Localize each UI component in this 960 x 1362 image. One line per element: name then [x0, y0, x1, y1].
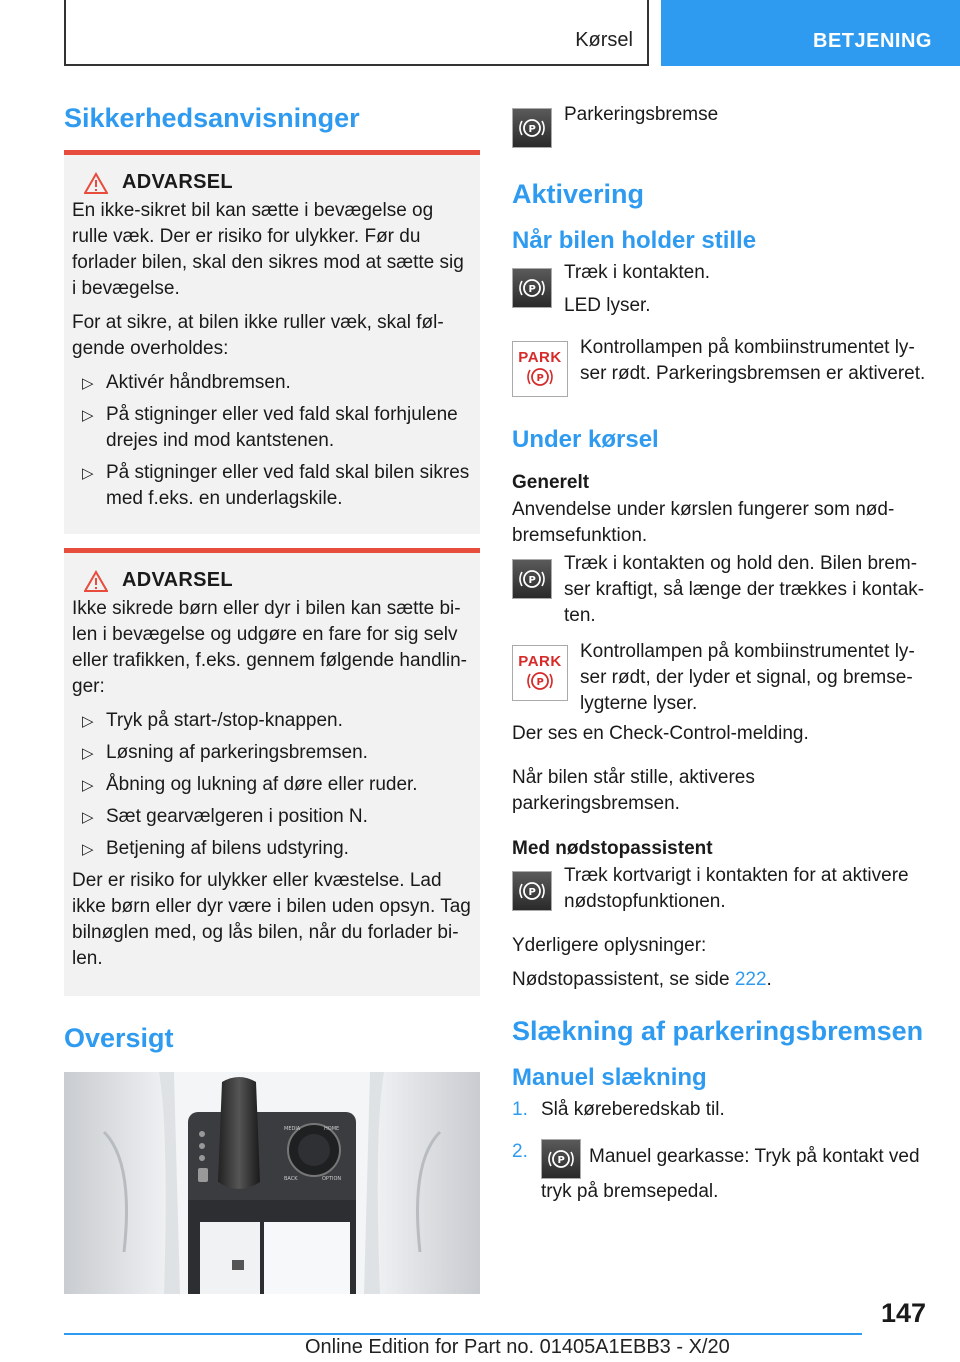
warning-label: ADVARSEL [122, 171, 233, 193]
parking-brake-switch-icon [512, 871, 552, 911]
center-console-image [64, 1072, 480, 1294]
parking-brake-caption: Parkeringsbremse [564, 104, 719, 125]
warning-label: ADVARSEL [122, 569, 233, 591]
svg-text:P: P [528, 575, 536, 586]
svg-text:P: P [528, 124, 536, 135]
pull-hold-instruction [512, 553, 928, 629]
svg-text:OPTION: OPTION [322, 1176, 342, 1182]
parking-brake-switch-icon [512, 108, 552, 148]
bullet-triangle-icon: ▷ [82, 809, 94, 826]
standstill-activates-text: Når bilen står stille, aktiveres parkeringsbremsen. [512, 767, 755, 814]
bullet-triangle-icon: ▷ [82, 841, 94, 858]
bullet-triangle-icon: ▷ [82, 713, 94, 730]
manual-release-title: Manuel slækning [512, 1064, 707, 1091]
list-item: ▷ På stigninger eller ved fald skal bilen sikres med f.eks. en underlagskile. [82, 462, 470, 509]
bullet-triangle-icon: ▷ [82, 407, 94, 424]
list-item: ▷ Tryk på start-/stop-knappen. [72, 708, 472, 734]
header-tab-label: BETJENING [813, 30, 932, 52]
check-control-text: Der ses en Check-Control-melding. [512, 723, 809, 744]
release-title: Slækning af parkeringsbremsen [512, 1016, 924, 1046]
right-column [512, 98, 928, 1215]
parking-brake-legend [512, 104, 928, 148]
parking-brake-switch-icon [541, 1139, 581, 1179]
list-item: ▷ Betjening af bilens udstyring. [72, 836, 472, 862]
svg-text:BACK: BACK [284, 1176, 298, 1182]
warning-header [72, 171, 472, 194]
warning-list [72, 370, 472, 512]
warning-text: En ikke-sikret bil kan sætte i bevægelse og rulle væk. Der er risiko for ulykker. Før du forlader bilen, skal den sikres mod at sætte sig i bevægelse. [72, 200, 464, 299]
bullet-triangle-icon: ▷ [82, 375, 94, 392]
emergency-instruction [512, 865, 928, 915]
bullet-triangle-icon: ▷ [82, 745, 94, 762]
list-item: ▷ Løsning af parkeringsbremsen. [72, 740, 472, 766]
parking-brake-switch-icon [512, 268, 552, 308]
park-indicator-row [512, 337, 928, 397]
standstill-instruction [512, 262, 928, 319]
warning-text: Ikke sikrede børn eller dyr i bilen kan sætte bilen i bevægelse og udgøre en fare for sig selv eller trafikken, f.eks. gennem følgende handlinger: [72, 598, 467, 697]
list-item: ▷ Åbning og lukning af døre eller ruder. [72, 772, 472, 798]
page-number: 147 [880, 1298, 926, 1328]
warning-box-2 [64, 548, 480, 996]
park-indicator-row [512, 641, 928, 717]
svg-text:P: P [536, 373, 544, 384]
bullet-triangle-icon: ▷ [82, 777, 94, 794]
page-reference-link[interactable]: 222 [734, 969, 767, 990]
standstill-title: Når bilen holder stille [512, 227, 757, 254]
bullet-triangle-icon: ▷ [82, 465, 94, 482]
warning-text: For at sikre, at bilen ikke ruller væk, skal følgende overholdes: [72, 312, 444, 359]
instruction-text: Træk i kontakten. [564, 262, 711, 283]
indicator-text: Kontrollampen på kombiinstrumentet lyser rødt. Parkeringsbremsen er aktiveret. [580, 337, 926, 384]
driving-title: Under kørsel [512, 426, 659, 453]
list-item: ▷ På stigninger eller ved fald skal forhjulene drejes ind mod kantstenen. [82, 404, 458, 451]
warning-list [72, 708, 472, 862]
svg-text:MEDIA: MEDIA [284, 1126, 301, 1132]
more-info-text: Yderligere oplysninger: [512, 935, 707, 956]
indicator-text: Kontrollampen på kombiinstrumentet lyser rødt, der lyder et signal, og bremselygterne lyser. [580, 641, 915, 714]
instruction-text: Træk kortvarigt i kontakten for at aktivere nødstopfunktionen. [564, 865, 909, 912]
header-tab [661, 0, 960, 66]
list-item: 1. Slå køreberedskab til. [512, 1099, 725, 1120]
header-section-box [64, 0, 649, 66]
header-section: Kørsel [575, 29, 633, 51]
footer-edition: Online Edition for Part no. 01405A1EBB3 - X/20 [305, 1336, 730, 1358]
safety-title: Sikkerhedsanvisninger [64, 103, 360, 133]
instruction-text: LED lyser. [564, 295, 651, 316]
parking-brake-switch-icon [512, 559, 552, 599]
general-title: Generelt [512, 472, 590, 493]
emergency-title: Med nødstopassistent [512, 838, 713, 859]
instruction-text: Træk i kontakten og hold den. Bilen bremser kraftigt, så længe der trækkes i kontakten. [564, 553, 925, 626]
svg-text:P: P [536, 677, 544, 688]
svg-text:P: P [528, 284, 536, 295]
warning-icon [84, 172, 108, 194]
release-steps [512, 1097, 928, 1205]
svg-text:P: P [557, 1155, 565, 1166]
activation-title: Aktivering [512, 179, 645, 209]
list-item: 2. P Manuel gearkasse: Tryk på kontakt ved tryk på bremsepedal. [512, 1141, 920, 1202]
center-console-illustration [64, 1072, 480, 1294]
general-text: Anvendelse under kørslen fungerer som nødbremsefunktion. [512, 499, 895, 546]
list-item: ▷ Sæt gearvælgeren i position N. [72, 804, 472, 830]
warning-text: Der er risiko for ulykker eller kvæstelse. Lad ikke børn eller dyr være i bilen uden opsyn. Tag bilnøglen med, og lås bilen, når du forlader bilen. [72, 870, 471, 969]
left-column [64, 98, 480, 1294]
footer-divider [64, 1333, 862, 1335]
park-warning-icon: PARK P [512, 645, 568, 701]
park-warning-icon: PARK P [512, 341, 568, 397]
svg-text:HOME: HOME [324, 1126, 340, 1132]
warning-icon [84, 570, 108, 592]
warning-header [72, 569, 472, 592]
warning-box-1 [64, 150, 480, 534]
list-item: ▷ Aktivér håndbremsen. [72, 370, 472, 396]
overview-title: Oversigt [64, 1023, 174, 1053]
reference-text: Nødstopassistent, se side 222. [512, 969, 772, 990]
svg-text:P: P [528, 887, 536, 898]
